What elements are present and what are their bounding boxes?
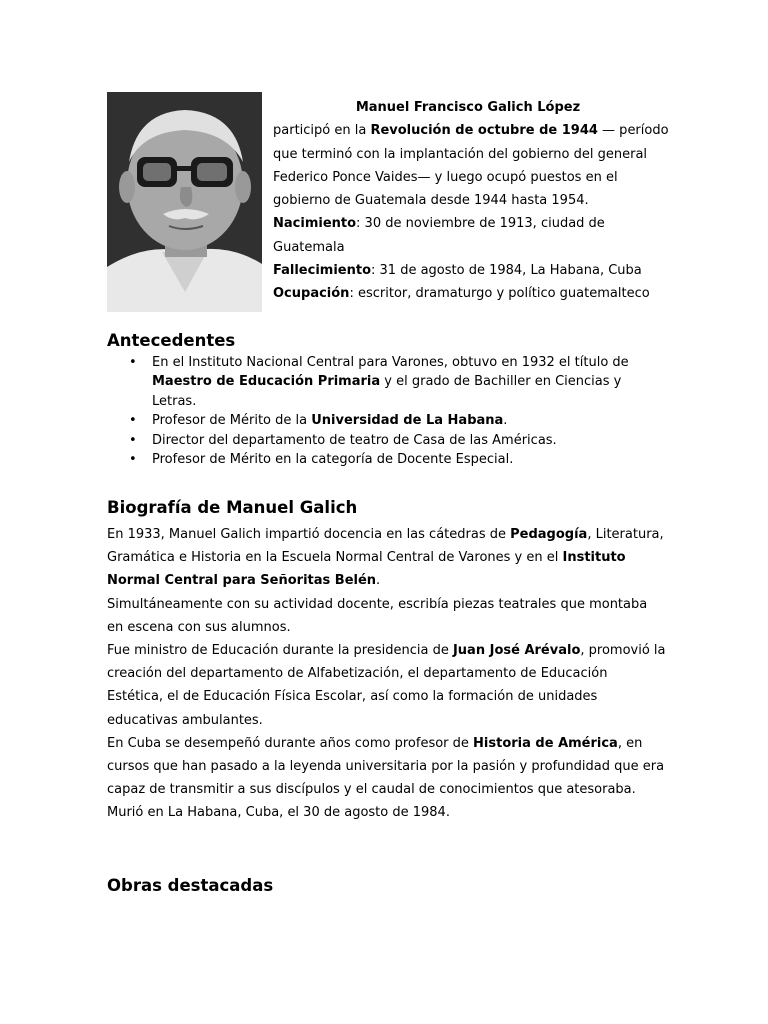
list-item: • Director del departamento de teatro de Casa de las Américas. — [107, 431, 667, 450]
revolution-term: Revolución de octubre de 1944 — [370, 123, 598, 139]
obras-heading: Obras destacadas — [107, 876, 274, 895]
biografia-heading: Biografía de Manuel Galich — [107, 498, 358, 517]
bio-paragraph: En Cuba se desempeñó durante años como profesor de Historia de América, en cursos que han pasado a la leyenda universitaria por la pasión y profundidad que era capaz de transmitir a sus discípulos y el caudal de conocimientos que atesoraba. — [107, 735, 665, 798]
antecedentes-heading: Antecedentes — [107, 331, 236, 350]
occupation-line — [273, 282, 673, 305]
death-value: : 31 de agosto de 1984, La Habana, Cuba — [371, 263, 642, 279]
list-item: • Profesor de Mérito de la Universidad de La Habana. — [107, 411, 667, 430]
person-name: Manuel Francisco Galich López — [355, 100, 581, 115]
birth-line — [273, 212, 673, 259]
bullet-icon: • — [129, 413, 137, 429]
occupation-value: : escritor, dramaturgo y político guatemalteco — [349, 286, 650, 302]
intro-paragraph: participó en la Revolución de octubre de 1944 — período que terminó con la implantación del gobierno del general Federico Ponce Vaides— y luego ocupó puestos en el gobierno de Guatemala desde 1944 hasta 1954. — [273, 123, 669, 209]
bullet-icon: • — [129, 355, 137, 370]
bullet-icon: • — [129, 432, 137, 448]
bio-paragraph: En 1933, Manuel Galich impartió docencia en las cátedras de Pedagogía, Literatura, Gramática e Historia en la Escuela Normal Central de Varones y en el Instituto Normal Central para Señoritas Belén. — [107, 527, 664, 589]
birth-value: : 30 de noviembre de 1913, ciudad de Guatemala — [273, 216, 605, 255]
portrait-photo — [107, 92, 262, 312]
intro-block — [273, 96, 673, 306]
antecedentes-list — [107, 353, 667, 469]
bio-paragraph: Simultáneamente con su actividad docente, escribía piezas teatrales que montaba en escena con sus alumnos. — [107, 596, 648, 635]
bio-paragraph: Fue ministro de Educación durante la presidencia de Juan José Arévalo, promovió la creación del departamento de Alfabetización, el departamento de Educación Estética, el de Educación Física Escolar, así como la formación de unidades educativas ambulantes. — [107, 643, 666, 728]
bullet-icon: • — [129, 452, 137, 468]
biografia-text — [107, 523, 667, 825]
list-item: • Profesor de Mérito en la categoría de Docente Especial. — [107, 450, 667, 469]
death-label: Fallecimiento — [273, 263, 372, 279]
list-item: • En el Instituto Nacional Central para Varones, obtuvo en 1932 el título de Maestro de Educación Primaria y el grado de Bachiller en Ciencias y Letras. — [129, 355, 629, 409]
death-line — [273, 259, 673, 282]
occupation-label: Ocupación — [273, 286, 350, 302]
birth-label: Nacimiento — [273, 216, 357, 232]
bio-paragraph: Murió en La Habana, Cuba, el 30 de agosto de 1984. — [107, 805, 450, 821]
